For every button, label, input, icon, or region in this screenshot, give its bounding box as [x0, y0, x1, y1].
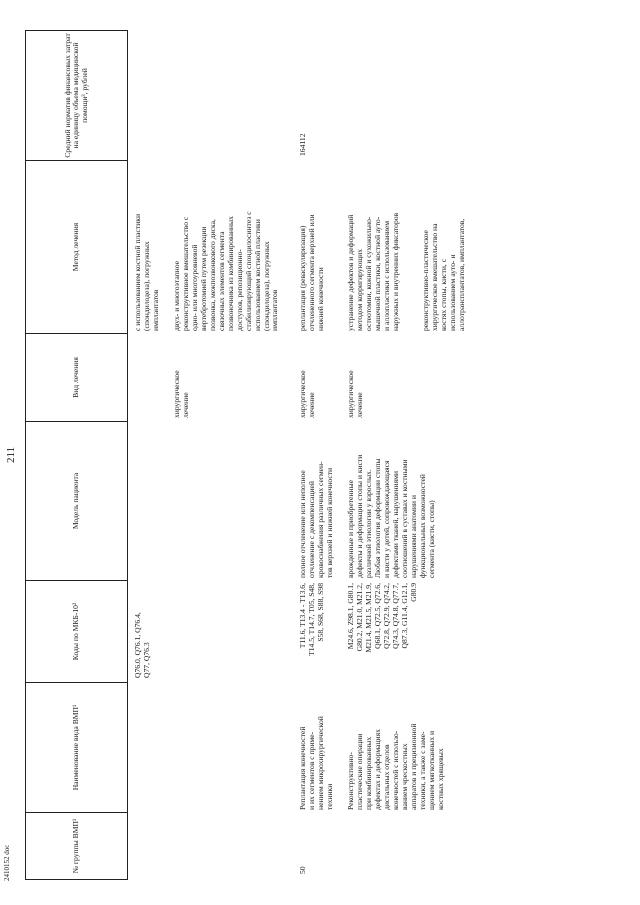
entry-2-patient-model: врожденные и приобретенные дефекты и деформации стопы и кисти различной этиологии у взрослых. Любая этиология деформации стопы и кисти у детей, сопровождающаяся дефектами тканей, нарушениями соотношений в суставах и костными нарушениями анатомии и функциональных возможностей сегмента (кисти, стопы) — [346, 454, 436, 578]
entry-2-method: устранение дефектов и деформаций методом корригирующих остеотомии, кожной и сухожильно- мышечной пластики, костной ауто- и аллопластики с использованием наружных и внутренних фиксаторов — [346, 212, 400, 331]
continuation-icd-codes: Q76.0, Q76.1, Q76.4, Q77, Q76.3 — [133, 612, 151, 678]
entry-1-treatment: хирургическое лечение — [298, 370, 316, 418]
header-cost-norm: Средний норматив финансовых затрат на единицу объема медицинской помощи³, рублей — [25, 30, 128, 161]
entry-2-name: Реконструктивно- пластические операции при комбинированных дефектах и деформациях дистальных отделов конечностей с использо- ванием чрескостных аппаратов и прецизионной техники, а также с заме- щением мягкотканных и костных хрящевых — [346, 723, 445, 810]
continuation-method-2: двух- и многоэтапное реконструктивное вмешательство с одно- или многоуровневой вертебротомией путем резекции позвонка, межпозвонкового диска, связочных элементов сегмента позвоночника из комбинированных доступов, репозиционно- стабилизирующий спондилосинтез с использованием костной пластики (спондилодеза), погружных имплантатов — [172, 211, 280, 331]
vmp-table — [25, 30, 635, 880]
entry-2-method-2: реконструктивно-пластическое хирургическое вмешательство на костях стопы, кисти, с использованием ауто- и аллотрансплантатов, имплантатов, — [421, 218, 466, 331]
entry-2-treatment: хирургическое лечение — [346, 370, 364, 418]
continuation-method-1: с использованием костной пластики (спондилодеза), погружных имплантатов — [133, 213, 160, 331]
entry-2-icd-codes: M24.6, Z98.1, G80.1, G80.2, M21.0, M21.2, M21.4, M21.5, M21.9, Q68.1, Q72.5, Q72.6, Q72.8, Q72.9, Q74.2, Q74.3, Q74.8, Q77.7, Q87.3, G11.4, G12.1, G80.9 — [346, 583, 418, 653]
footer-doc-id: 2410152 doc — [3, 844, 11, 881]
header-treatment-method: Метод лечения — [25, 161, 128, 334]
entry-1-method: реплантация (реваскуляризация) отчлененного сегмента верхней или нижней конечности — [298, 214, 325, 331]
entry-1-name: Реплантация конечностей и их сегментов с приме- нением микрохирургической техники — [298, 716, 334, 810]
header-icd-codes: Коды по МКБ-10² — [25, 581, 128, 683]
entry-1-icd-codes: T11.6, T13.4 - T13.6, T14.5, T14.7, T05, S48, S58, S68, S88, S98 — [298, 583, 325, 656]
header-patient-model: Модель пациента — [25, 422, 128, 581]
group-number: 50 — [298, 866, 307, 874]
header-treatment-type: Вид лечения — [25, 334, 128, 422]
continuation-treatment: хирургическое лечение — [172, 370, 190, 418]
header-group-number: № группы ВМП¹ — [25, 813, 128, 880]
header-vmp-name: Наименование вида ВМП¹ — [25, 683, 128, 813]
entry-1-patient-model: полное отчленение или неполное отчленение с декомпенсацией кровоснабжения различных сегмен- тов верхней и нижней конечности — [298, 461, 334, 578]
page-number: 211 — [5, 446, 17, 463]
group-cost: 164112 — [298, 133, 307, 156]
